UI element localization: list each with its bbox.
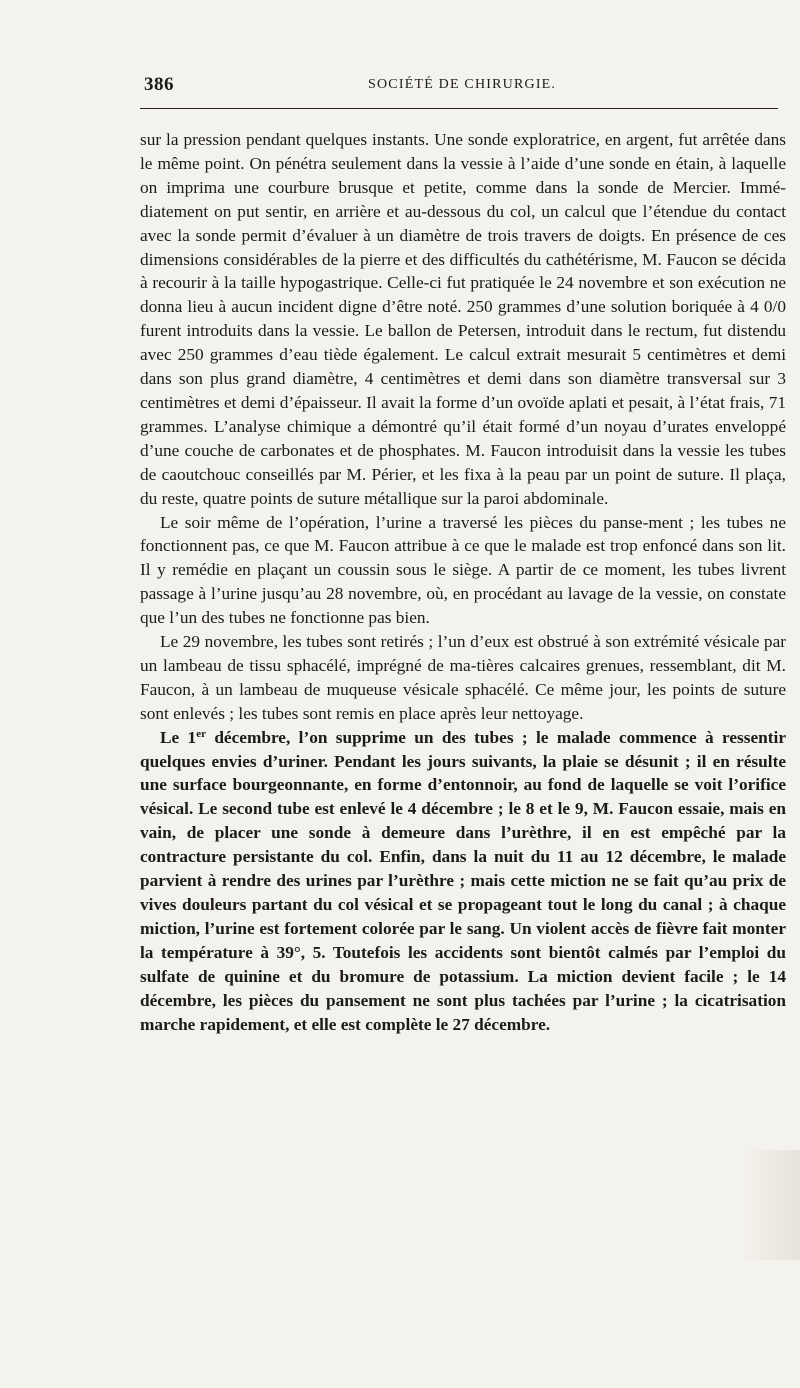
- body-text: [140, 128, 786, 1036]
- paragraph-4-text: décembre, l’on supprime un des tubes ; le malade commence à ressentir quelques envies d’uriner. Pendant les jours suivants, la plaie se désunit ; il en résulte une surface bourgeonnante, en forme d’entonnoir, au fond de laquelle se voit l’orifice vésical. Le second tube est enlevé le 4 décembre ; le 8 et le 9, M. Faucon essaie, mais en vain, de placer une sonde à demeure dans l’urèthre, il en est empêché par la contracture persistante du col. Enfin, dans la nuit du 11 au 12 décembre, le malade parvient à rendre des urines par l’urèthre ; mais cette miction ne se fait qu’au prix de vives douleurs partant du col vésical et se propageant tout le long du canal ; à chaque miction, l’urine est fortement colorée par le sang. Un violent accès de fièvre fait monter la température à 39°, 5. Toutefois les accidents sont bientôt calmés par l’emploi du sulfate de quinine et du bromure de potassium. La miction devient facile ; le 14 décembre, les pièces du pansement ne sont plus tachées par l’urine ; la cicatrisation marche rapidement, et elle est complète le 27 décembre.: [140, 727, 786, 1034]
- journal-title: SOCIÉTÉ DE CHIRURGIE.: [368, 77, 557, 92]
- ordinal-superscript: er: [196, 727, 206, 740]
- header-rule: [140, 108, 778, 109]
- paragraph-4-lead: Le 1: [160, 727, 197, 747]
- paragraph-4: [140, 726, 786, 1037]
- paragraph-1: sur la pression pendant quelques instants. Une sonde exploratrice, en argent, fut arrêtée dans le même point. On pénétra seulement dans la vessie à l’aide d’une sonde en étain, à laquelle on imprima une courbure brusque et petite, comme dans la sonde de Mercier. Immé-diatement on put sentir, en arrière et au-dessous du col, un calcul que l’étendue du contact avec la sonde permit d’évaluer à un diamètre de trois travers de doigts. En présence de ces dimensions considérables de la pierre et des difficultés du cathétérisme, M. Faucon se décida à recourir à la taille hypogastrique. Celle-ci fut pratiquée le 24 novembre et son exécution ne donna lieu à aucun incident digne d’être noté. 250 grammes d’une solution boriquée à 4 0/0 furent introduits dans la vessie. Le ballon de Petersen, introduit dans le rectum, fut distendu avec 250 grammes d’eau tiède également. Le calcul extrait mesurait 5 centimètres et demi dans son plus grand diamètre, 4 centimètres et demi dans son diamètre transversal sur 3 centimètres et demi d’épaisseur. Il avait la forme d’un ovoïde aplati et pesait, à l’état frais, 71 grammes. L’analyse chimique a démontré qu’il était formé d’un noyau d’urates enveloppé d’une couche de carbonates et de phosphates. M. Faucon introduisit dans la vessie les tubes de caoutchouc conseillés par M. Périer, et les fixa à la peau par un point de suture. Il plaça, du reste, quatre points de suture métallique sur la paroi abdominale.: [140, 130, 786, 508]
- running-head: [138, 74, 778, 98]
- paragraph-3: Le 29 novembre, les tubes sont retirés ; l’un d’eux est obstrué à son extrémité vésicale par un lambeau de tissu sphacélé, imprégné de ma-tières calcaires grenues, ressemblant, dit M. Faucon, à un lambeau de muqueuse vésicale sphacélé. Ce même jour, les points de suture sont enlevés ; les tubes sont remis en place après leur nettoyage.: [140, 632, 786, 723]
- page-edge-shadow: [740, 1150, 800, 1260]
- paragraph-2: Le soir même de l’opération, l’urine a traversé les pièces du panse-ment ; les tubes ne fonctionnent pas, ce que M. Faucon attribue à ce que le malade est trop enfoncé dans son lit. Il y remédie en plaçant un coussin sous le siège. A partir de ce moment, les tubes livrent passage à l’urine jusqu’au 28 novembre, où, en procédant au lavage de la vessie, on constate que l’un des tubes ne fonctionne pas bien.: [140, 512, 786, 628]
- page-number: 386: [144, 74, 174, 95]
